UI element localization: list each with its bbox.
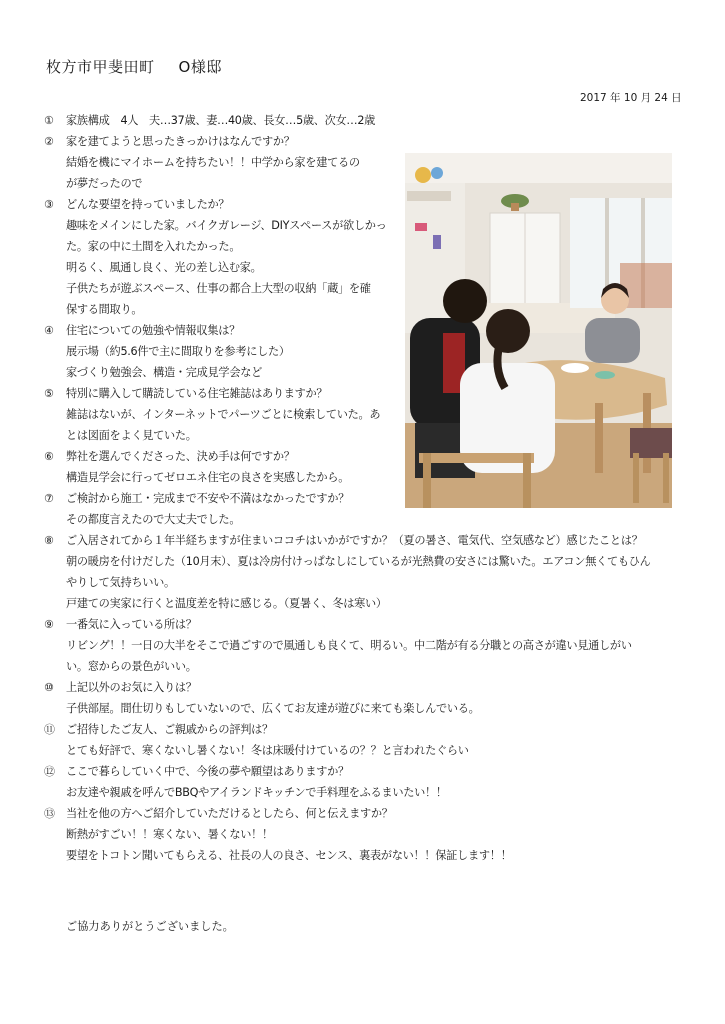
answer-line: た。家の中に土間を入れたかった。 — [66, 240, 241, 253]
qa-item — [46, 761, 686, 803]
item-number: ⑫ — [44, 765, 55, 778]
item-number: ⑤ — [44, 387, 54, 400]
answer-line: 展示場（約5.6件で主に間取りを参考にした） — [66, 345, 290, 358]
qa-item — [46, 803, 686, 866]
question-text: どんな要望を持っていましたか？ — [66, 198, 230, 211]
answer-line: その都度言えたので大丈夫でした。 — [66, 513, 241, 526]
item-number: ④ — [44, 324, 54, 337]
answer-line: とても好評で、寒くないし暑くない！冬は床暖付けているの？？と言われたぐらい — [66, 744, 469, 757]
question-text: 家を建てようと思ったきっかけはなんですか？ — [66, 135, 295, 148]
answer-line: 断熱がすごい！！寒くない、暑くない！！ — [66, 828, 273, 841]
interview-photo-illustration — [405, 153, 672, 508]
interview-photo — [405, 153, 672, 508]
answer-line: 趣味をメインにした家。バイクガレージ、DIYスペースが欲しかっ — [66, 219, 387, 232]
question-text: ご入居されてから１年半経ちますが住まいココチはいかがですか？（夏の暑さ、電気代、空気感など）感じたことは？ — [66, 534, 643, 547]
answer-line: お友達や親戚を呼んでBBQやアイランドキッチンで手料理をふるまいたい！！ — [66, 786, 447, 799]
answer-line: 朝の暖房を付けだした（10月末）、夏は冷房付けっぱなしにしているが光熱費の安さには驚いた。エアコン無くてもひん — [66, 555, 651, 568]
item-number: ③ — [44, 198, 54, 211]
qa-item — [46, 110, 686, 131]
qa-item — [46, 719, 686, 761]
question-text: 当社を他の方へご紹介していただけるとしたら、何と伝えますか？ — [66, 807, 393, 820]
question-text: 特別に購入して購読している住宅雑誌はありますか？ — [66, 387, 328, 400]
item-number: ⑬ — [44, 807, 55, 820]
answer-line: 要望をトコトン聞いてもらえる、社長の人の良さ、センス、裏表がない！！保証します！！ — [66, 849, 512, 862]
qa-item — [46, 530, 686, 614]
item-number: ⑧ — [44, 534, 54, 547]
item-number: ⑩ — [44, 681, 54, 694]
item-number: ② — [44, 135, 54, 148]
answer-line: 家づくり勉強会、構造・完成見学会など — [66, 366, 262, 379]
question-text: ご検討から施工・完成まで不安や不満はなかったですか？ — [66, 492, 350, 505]
page-title — [46, 56, 222, 77]
answer-line: 構造見学会に行ってゼロエネ住宅の良さを実感したから。 — [66, 471, 350, 484]
item-number: ⑦ — [44, 492, 54, 505]
answer-line: 明るく、風通し良く、光の差し込む家。 — [66, 261, 262, 274]
answer-line: が夢だったので — [66, 177, 143, 190]
owner-name: O様邸 — [178, 58, 222, 76]
answer-line: 戸建ての実家に行くと温度差を特に感じる。（夏暑く、冬は寒い） — [66, 597, 387, 610]
item-number: ⑪ — [44, 723, 55, 736]
question-text: ここで暮らしていく中で、今後の夢や願望はありますか？ — [66, 765, 349, 778]
question-text: ご招待したご友人、ご親戚からの評判は？ — [66, 723, 273, 736]
question-text: 一番気に入っている所は？ — [66, 618, 197, 631]
item-number: ⑥ — [44, 450, 54, 463]
answer-line: とは図面をよく見ていた。 — [66, 429, 197, 442]
date-text: 2017 年 10 月 24 日 — [580, 92, 682, 104]
item-number: ① — [44, 114, 54, 127]
qa-item — [46, 614, 686, 677]
question-text: 住宅についての勉強や情報収集は？ — [66, 324, 240, 337]
answer-line: 保する間取り。 — [66, 303, 143, 316]
closing-text: ご協力ありがとうございました。 — [66, 920, 234, 933]
item-number: ⑨ — [44, 618, 54, 631]
question-text: 家族構成 4人 夫…37歳、妻…40歳、長女…5歳、次女…2歳 — [66, 114, 376, 127]
location-text: 枚方市甲斐田町 — [46, 58, 155, 76]
question-text: 弊社を選んでくださった、決め手は何ですか？ — [66, 450, 295, 463]
answer-line: 結婚を機にマイホームを持ちたい！！中学から家を建てるの — [66, 156, 360, 169]
answer-line: やりして気持ちいい。 — [66, 576, 175, 589]
answer-line: リビング！！一日の大半をそこで過ごすので風通しも良くて、明るい。中二階が有る分職との高さが違い見通しがい — [66, 639, 632, 652]
answer-line: 子供たちが遊ぶスペース、仕事の都合上大型の収納「蔵」を確 — [66, 282, 371, 295]
answer-line: 子供部屋。間仕切りもしていないので、広くてお友達が遊びに来ても楽しんでいる。 — [66, 702, 480, 715]
answer-line: 雑誌はないが、インターネットでパーツごとに検索していた。あ — [66, 408, 381, 421]
answer-line: い。窓からの景色がいい。 — [66, 660, 197, 673]
question-text: 上記以外のお気に入りは？ — [66, 681, 197, 694]
qa-item — [46, 677, 686, 719]
